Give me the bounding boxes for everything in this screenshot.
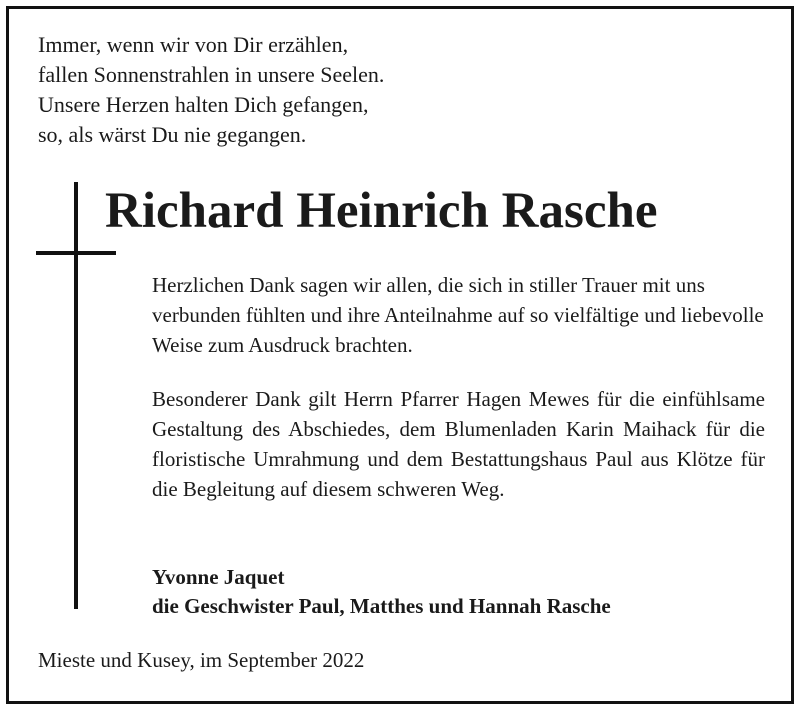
signer-name: Yvonne Jaquet (152, 565, 285, 589)
poem-line: Immer, wenn wir von Dir erzählen, (38, 32, 349, 57)
signer-name: die Geschwister Paul, Matthes und Hannah Rasche (152, 594, 611, 618)
thanks-paragraph: Herzlichen Dank sagen wir allen, die sich in stiller Trauer mit uns verbunden fühlten und ihre Anteilnahme auf so vielfältige und liebevolle Weise zum Ausdruck brachten. (152, 273, 764, 357)
cross-horizontal-bar (36, 251, 116, 255)
place-and-date: Mieste und Kusey, im September 2022 (38, 648, 365, 672)
poem-line: Unsere Herzen halten Dich gefangen, (38, 92, 369, 117)
signers (152, 563, 611, 621)
deceased-name: Richard Heinrich Rasche (105, 183, 658, 239)
poem-line: so, als wärst Du nie gegangen. (38, 122, 307, 147)
memorial-poem (38, 30, 384, 150)
cross-vertical-bar (74, 182, 78, 609)
special-thanks-paragraph: Besonderer Dank gilt Herrn Pfarrer Hagen Mewes für die einfühlsame Gestaltung des Abschiedes, dem Blumenladen Karin Maihack für die floristische Umrahmung und dem Bestattungshaus Paul aus Klötze für die Begleitung auf diesem schweren Weg. (152, 387, 765, 501)
poem-line: fallen Sonnenstrahlen in unsere Seelen. (38, 62, 385, 87)
